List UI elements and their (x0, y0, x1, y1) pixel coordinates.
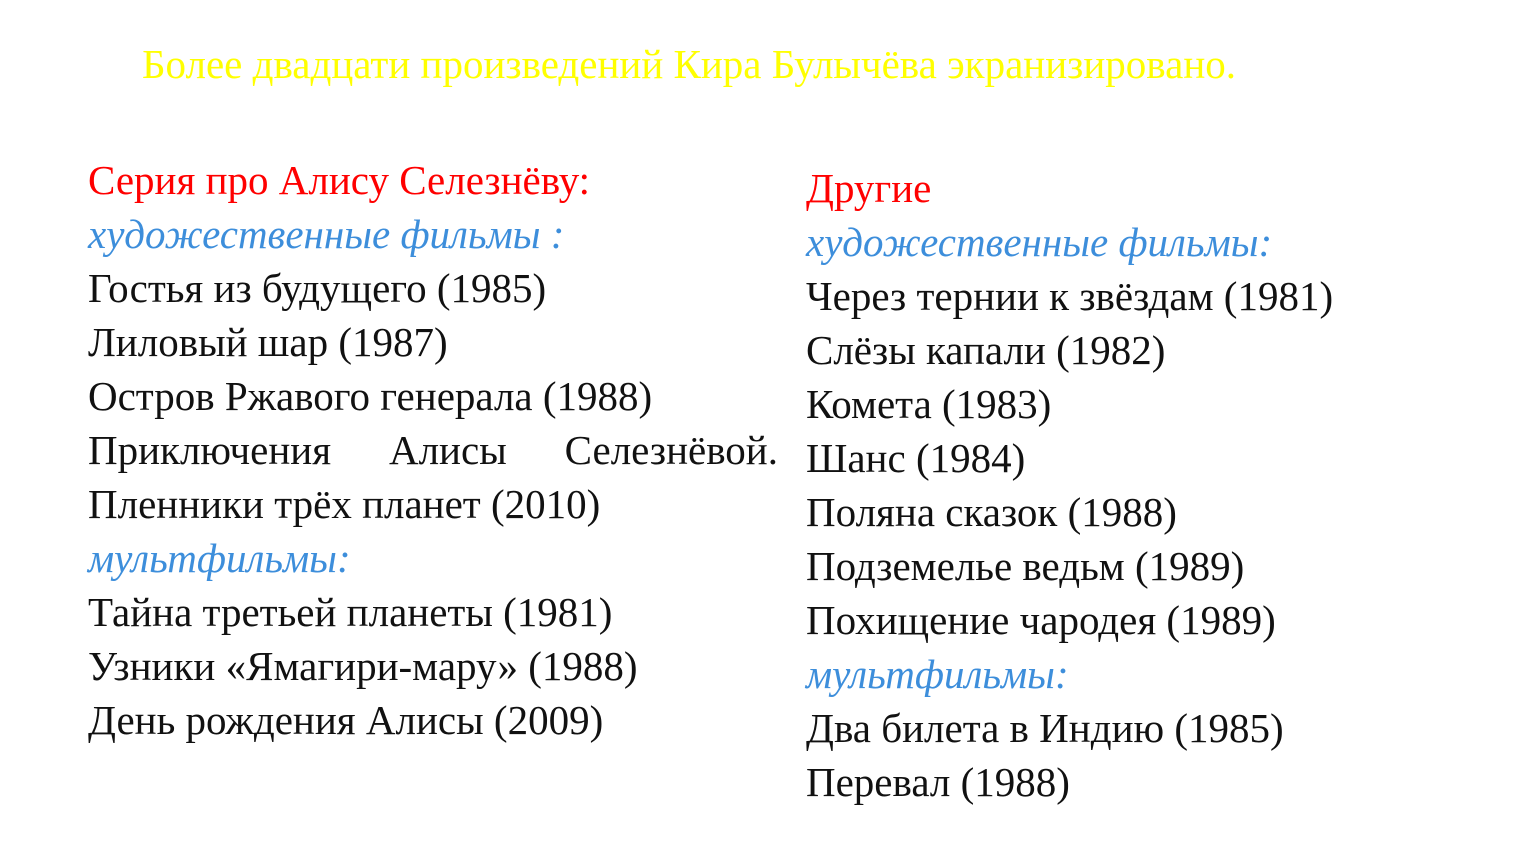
slide-title: Более двадцати произведений Кира Булычёва экранизировано. (142, 41, 1237, 87)
film-item: Через тернии к звёздам (1981) (806, 273, 1334, 319)
justified-word: Приключения (88, 427, 332, 473)
film-item: Пленники трёх планет (2010) (88, 481, 601, 527)
alice-series-column (88, 153, 778, 747)
justified-word: Селезнёвой. (564, 427, 778, 473)
film-item: Гостья из будущего (1985) (88, 265, 547, 311)
film-item: Комета (1983) (806, 381, 1052, 427)
other-cartoons-label: мультфильмы: (806, 651, 1069, 697)
film-item: Поляна сказок (1988) (806, 489, 1177, 535)
film-item-justified (88, 423, 778, 477)
cartoon-item: День рождения Алисы (2009) (88, 697, 604, 743)
film-item: Остров Ржавого генерала (1988) (88, 373, 653, 419)
other-heading: Другие (806, 165, 932, 211)
film-item: Лиловый шар (1987) (88, 319, 448, 365)
alice-cartoons-label: мультфильмы: (88, 535, 351, 581)
alice-films-label: художественные фильмы : (88, 211, 565, 257)
alice-series-heading: Серия про Алису Селезнёву: (88, 157, 591, 203)
justified-word: Алисы (388, 427, 507, 473)
cartoon-item: Два билета в Индию (1985) (806, 705, 1284, 751)
film-item: Подземелье ведьм (1989) (806, 543, 1245, 589)
other-films-label: художественные фильмы: (806, 219, 1273, 265)
film-item: Похищение чародея (1989) (806, 597, 1276, 643)
film-item: Слёзы капали (1982) (806, 327, 1166, 373)
cartoon-item: Перевал (1988) (806, 759, 1070, 805)
cartoon-item: Узники «Ямагири-мару» (1988) (88, 643, 638, 689)
film-item: Шанс (1984) (806, 435, 1026, 481)
other-works-column (806, 161, 1333, 809)
cartoon-item: Тайна третьей планеты (1981) (88, 589, 613, 635)
